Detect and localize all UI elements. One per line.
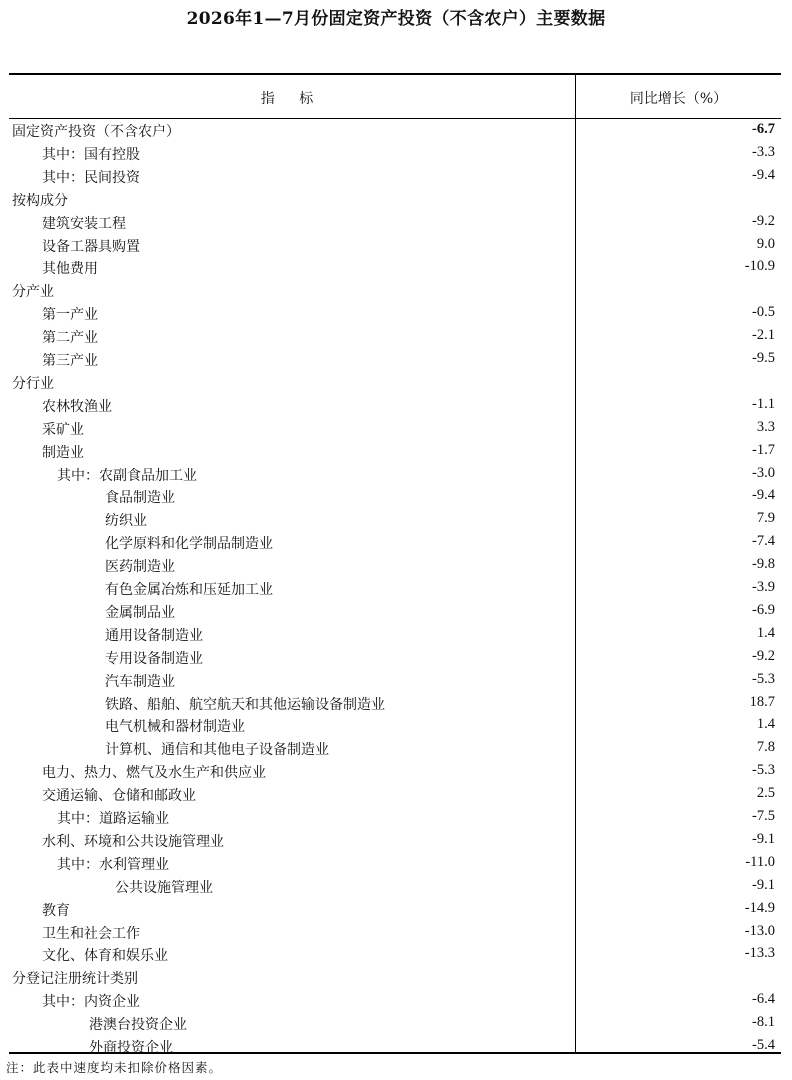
row-value: -11.0 <box>745 853 775 870</box>
table-row <box>9 508 781 531</box>
row-label: 医药制造业 <box>105 559 175 576</box>
row-label: 分行业 <box>12 375 54 392</box>
table-row <box>9 829 781 852</box>
table-row <box>9 302 781 325</box>
table-top-rule <box>9 73 781 75</box>
table-row <box>9 394 781 417</box>
row-value: -9.1 <box>752 830 775 847</box>
row-label: 金属制品业 <box>105 604 175 621</box>
table-row <box>9 188 781 211</box>
row-label: 分产业 <box>12 284 54 301</box>
row-value: -7.4 <box>752 533 775 550</box>
table-row <box>9 1012 781 1035</box>
row-value: 18.7 <box>749 693 775 710</box>
row-label: 其中：水利管理业 <box>57 856 169 873</box>
row-label: 制造业 <box>42 444 84 461</box>
row-label: 文化、体育和娱乐业 <box>42 948 168 965</box>
row-label: 计算机、通信和其他电子设备制造业 <box>105 742 329 759</box>
row-value: -9.8 <box>752 556 775 573</box>
row-label: 水利、环境和公共设施管理业 <box>42 833 224 850</box>
table-row <box>9 1035 781 1058</box>
row-label: 农林牧渔业 <box>42 398 112 415</box>
row-value: 7.8 <box>756 739 775 756</box>
row-label: 电气机械和器材制造业 <box>105 719 245 736</box>
row-value: 9.0 <box>756 235 775 252</box>
row-value: -13.0 <box>744 922 775 939</box>
row-label: 其中：内资企业 <box>42 994 140 1011</box>
table-row <box>9 577 781 600</box>
row-value: -6.4 <box>752 991 775 1008</box>
row-label: 外商投资企业 <box>89 1040 173 1056</box>
table-row <box>9 348 781 371</box>
row-label: 教育 <box>42 902 70 919</box>
table-row <box>9 531 781 554</box>
row-label: 分登记注册统计类别 <box>12 971 138 988</box>
row-label: 其他费用 <box>42 261 98 278</box>
row-label: 铁路、船舶、航空航天和其他运输设备制造业 <box>105 696 385 713</box>
row-value: 3.3 <box>756 418 775 435</box>
row-label: 按构成分 <box>12 192 68 209</box>
row-value: -9.2 <box>752 647 775 664</box>
table-row <box>9 737 781 760</box>
row-label: 建筑安装工程 <box>42 215 126 232</box>
table-row <box>9 371 781 394</box>
row-label: 纺织业 <box>105 513 147 530</box>
column-header-indicator: 指 标 <box>260 91 324 107</box>
row-label: 其中：国有控股 <box>42 146 140 163</box>
row-label: 固定资产投资（不含农户） <box>12 124 180 140</box>
table-bottom-rule <box>9 1052 781 1054</box>
row-label: 有色金属冶炼和压延加工业 <box>105 582 273 598</box>
row-value: -5.4 <box>752 1037 775 1053</box>
row-value: -2.1 <box>752 327 775 344</box>
row-label: 第二产业 <box>42 330 98 347</box>
table-row <box>9 485 781 508</box>
table-row <box>9 234 781 257</box>
table-row <box>9 463 781 486</box>
table-row <box>9 600 781 623</box>
row-value: -10.9 <box>744 258 775 275</box>
table-row <box>9 256 781 279</box>
row-value: -3.3 <box>752 143 775 160</box>
row-value: -13.3 <box>744 945 775 962</box>
table-row <box>9 440 781 463</box>
row-value: -9.4 <box>752 487 775 504</box>
row-label: 其中：民间投资 <box>42 169 140 186</box>
row-value: -8.1 <box>752 1014 775 1031</box>
table-row <box>9 966 781 989</box>
row-value: -7.5 <box>752 808 775 824</box>
row-label: 公共设施管理业 <box>115 879 213 896</box>
row-label: 电力、热力、燃气及水生产和供应业 <box>42 765 266 782</box>
row-label: 第一产业 <box>42 307 98 324</box>
table-row <box>9 417 781 440</box>
table-row <box>9 943 781 966</box>
table-row <box>9 692 781 715</box>
table-row <box>9 806 781 829</box>
footnote: 注：此表中速度均未扣除价格因素。 <box>6 1060 223 1075</box>
row-value: -14.9 <box>744 899 775 916</box>
row-label: 采矿业 <box>42 421 84 438</box>
row-label: 第三产业 <box>42 353 98 369</box>
row-value: 7.9 <box>756 510 775 527</box>
table-row <box>9 325 781 348</box>
row-value: -3.9 <box>752 579 775 595</box>
table-row <box>9 875 781 898</box>
row-label: 通用设备制造业 <box>105 627 203 644</box>
row-value: -5.3 <box>752 670 775 687</box>
row-value: 1.4 <box>756 624 775 641</box>
row-value: -5.3 <box>752 762 775 779</box>
row-value: 2.5 <box>756 785 775 802</box>
table-row <box>9 714 781 737</box>
table-row <box>9 142 781 165</box>
table-row <box>9 898 781 921</box>
table-row <box>9 554 781 577</box>
table-row <box>9 119 781 142</box>
row-label: 专用设备制造业 <box>105 650 203 667</box>
row-value: -3.0 <box>752 464 775 481</box>
row-value: 1.4 <box>756 716 775 733</box>
row-value: -9.5 <box>752 350 775 366</box>
page-title: 2026年1—7月份固定资产投资（不含农户）主要数据 <box>186 9 606 29</box>
row-value: -1.7 <box>752 441 775 458</box>
row-value: -6.9 <box>752 601 775 618</box>
row-value: -6.7 <box>752 121 775 137</box>
table-row <box>9 165 781 188</box>
row-value: -9.1 <box>752 876 775 893</box>
row-value: -9.4 <box>752 166 775 183</box>
table-row <box>9 760 781 783</box>
table-row <box>9 623 781 646</box>
row-label: 食品制造业 <box>105 490 175 507</box>
table-row <box>9 783 781 806</box>
table-row <box>9 921 781 944</box>
table-row <box>9 279 781 302</box>
row-label: 其中：农副食品加工业 <box>57 467 197 484</box>
table-row <box>9 989 781 1012</box>
row-label: 化学原料和化学制品制造业 <box>105 536 273 553</box>
table-row <box>9 852 781 875</box>
table-row <box>9 211 781 234</box>
row-label: 交通运输、仓储和邮政业 <box>42 788 196 805</box>
row-label: 港澳台投资企业 <box>89 1017 187 1034</box>
row-label: 汽车制造业 <box>105 673 175 690</box>
row-value: -1.1 <box>752 395 775 412</box>
row-label: 卫生和社会工作 <box>42 925 140 942</box>
row-label: 设备工器具购置 <box>42 238 140 255</box>
row-value: -0.5 <box>752 304 775 321</box>
table-row <box>9 646 781 669</box>
table-row <box>9 669 781 692</box>
column-header-growth: 同比增长（%） <box>629 91 728 107</box>
row-value: -9.2 <box>752 212 775 229</box>
row-label: 其中：道路运输业 <box>57 811 169 827</box>
